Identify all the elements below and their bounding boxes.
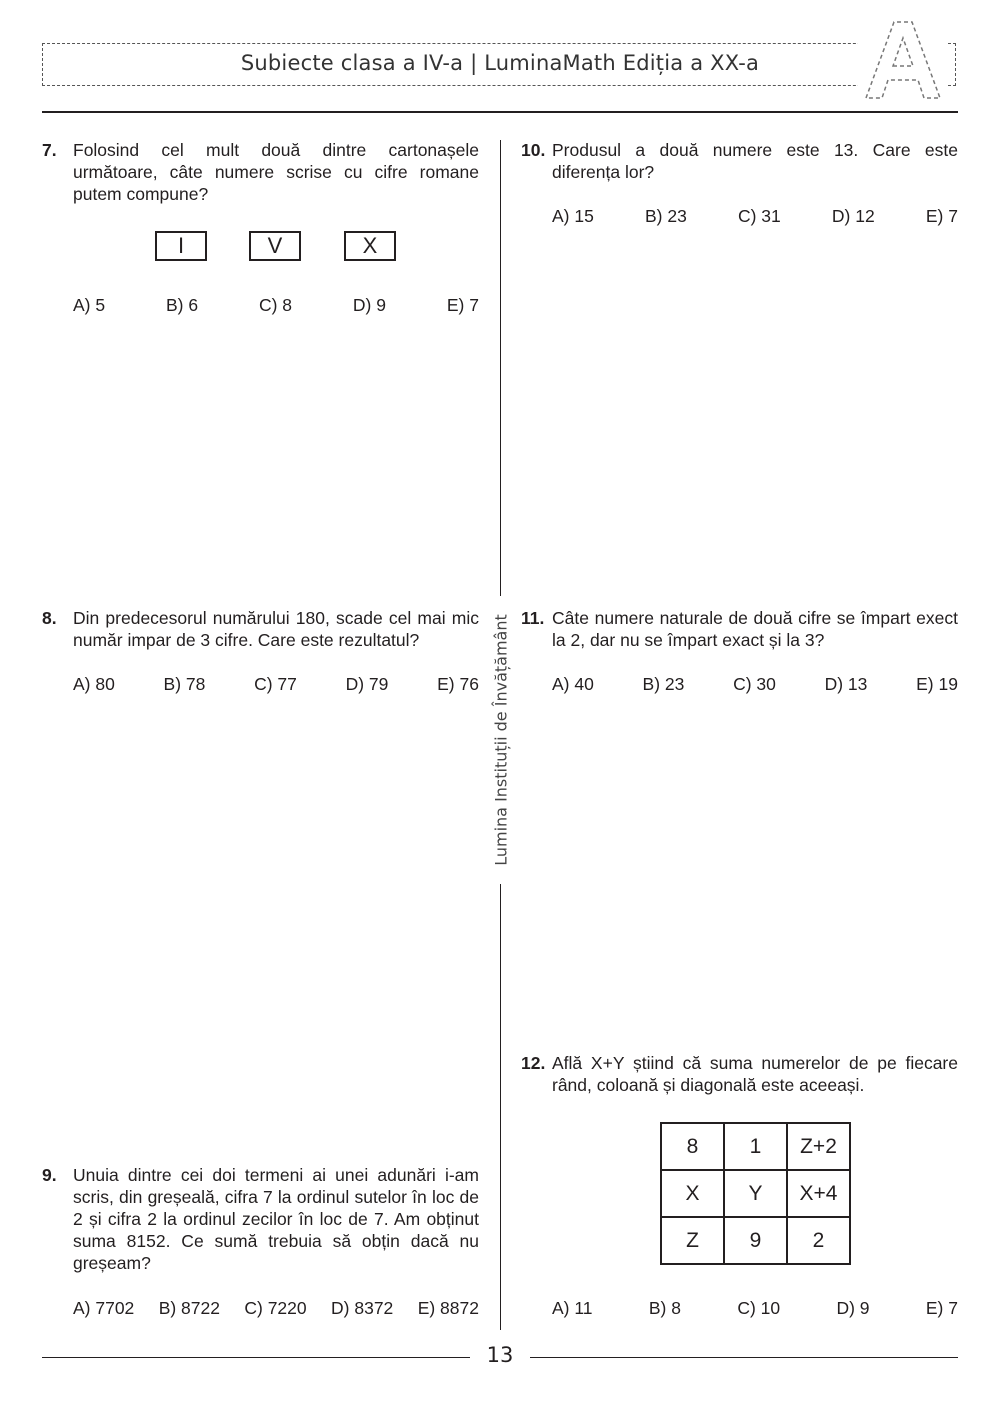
grid-row xyxy=(661,1123,850,1170)
grid-cell: Z xyxy=(661,1217,724,1264)
grid-cell: 2 xyxy=(787,1217,850,1264)
logo-a-icon xyxy=(858,14,948,104)
card-roman: I xyxy=(155,231,207,261)
answer-options xyxy=(73,295,479,316)
answer-option[interactable]: B) 8722 xyxy=(158,1298,220,1318)
answer-option[interactable]: D) 9 xyxy=(352,295,386,315)
answer-option[interactable]: E) 7 xyxy=(446,295,479,315)
problem-number: 8. xyxy=(42,608,57,628)
answer-option[interactable]: D) 12 xyxy=(831,206,875,226)
answer-option[interactable]: B) 6 xyxy=(165,295,199,315)
answer-option[interactable]: C) 8 xyxy=(258,295,293,315)
answer-option[interactable]: B) 23 xyxy=(642,674,685,694)
problem-number: 7. xyxy=(42,140,57,160)
grid-cell: X+4 xyxy=(787,1170,850,1217)
problem-text: Află X+Y știind că suma numerelor de pe fiecare rând, coloană și diagonală este aceeași. xyxy=(552,1053,958,1095)
grid-cell: X xyxy=(661,1170,724,1217)
problem-number: 10. xyxy=(521,140,546,160)
answer-option[interactable]: B) 23 xyxy=(644,206,687,226)
footer-rule-left xyxy=(42,1357,470,1358)
answer-option[interactable]: E) 7 xyxy=(925,206,958,226)
answer-option[interactable]: E) 76 xyxy=(437,674,479,694)
grid-cell: 9 xyxy=(724,1217,787,1264)
answer-option[interactable]: A) 11 xyxy=(552,1298,593,1318)
answer-option[interactable]: A) 40 xyxy=(552,674,594,694)
problem-text: Din predecesorul numărului 180, scade cel mai mic număr impar de 3 cifre. Care este rezultatul? xyxy=(73,608,479,650)
answer-option[interactable]: D) 79 xyxy=(345,674,389,694)
answer-option[interactable]: D) 13 xyxy=(824,674,868,694)
answer-option[interactable]: B) 8 xyxy=(648,1298,681,1318)
grid-cell: 1 xyxy=(724,1123,787,1170)
answer-option[interactable]: A) 5 xyxy=(73,295,106,315)
header-rule xyxy=(42,111,958,113)
answer-option[interactable]: E) 8872 xyxy=(417,1298,479,1318)
side-vertical-text: Lumina Instituții de Învățământ xyxy=(491,614,511,866)
answer-option[interactable]: A) 7702 xyxy=(73,1298,135,1318)
answer-option[interactable]: D) 8372 xyxy=(331,1298,394,1318)
card-roman: X xyxy=(344,231,396,261)
answer-option[interactable]: B) 78 xyxy=(163,674,206,694)
answer-options xyxy=(73,1298,479,1319)
problem-number: 11. xyxy=(521,608,545,628)
answer-option[interactable]: D) 9 xyxy=(836,1298,870,1318)
answer-option[interactable]: C) 31 xyxy=(737,206,781,226)
grid-row xyxy=(661,1217,850,1264)
answer-option[interactable]: A) 15 xyxy=(552,206,594,226)
answer-options xyxy=(552,206,958,227)
problem-number: 12. xyxy=(521,1053,546,1073)
problem-text: Unuia dintre cei doi termeni ai unei adunări i-am scris, din greșeală, cifra 7 la ordinul sutelor în loc de 2 și cifra 2 la ordinul zecilor în loc de 7. Am obținut suma 8152. Ce sumă trebuia să obțin dacă nu greșeam? xyxy=(73,1165,479,1273)
answer-option[interactable]: E) 7 xyxy=(925,1298,958,1318)
answer-options xyxy=(552,674,958,695)
answer-option[interactable]: C) 77 xyxy=(254,674,297,694)
problem-text: Produsul a două numere este 13. Care este diferența lor? xyxy=(552,140,958,182)
answer-option[interactable]: A) 80 xyxy=(73,674,115,694)
problem-text: Folosind cel mult două dintre cartonașele următoare, câte numere scrise cu cifre romane putem compune? xyxy=(73,140,479,204)
page-header-title: Subiecte clasa a IV-a | LuminaMath Ediția a XX-a xyxy=(240,51,760,75)
grid-row xyxy=(661,1170,850,1217)
answer-options xyxy=(73,674,479,695)
footer-rule-right xyxy=(530,1357,958,1358)
card-roman: V xyxy=(249,231,301,261)
column-divider-bottom xyxy=(500,884,501,1330)
problem-number: 9. xyxy=(42,1165,57,1185)
answer-option[interactable]: E) 19 xyxy=(916,674,958,694)
problem-text: Câte numere naturale de două cifre se împart exect la 2, dar nu se împart exact și la 3? xyxy=(552,608,958,650)
grid-cell: Y xyxy=(724,1170,787,1217)
column-divider-top xyxy=(500,140,501,596)
magic-square-grid xyxy=(660,1122,851,1265)
answer-options xyxy=(552,1298,958,1319)
page-number: 13 xyxy=(486,1343,514,1367)
answer-option[interactable]: C) 7220 xyxy=(244,1298,307,1318)
grid-cell: 8 xyxy=(661,1123,724,1170)
grid-cell: Z+2 xyxy=(787,1123,850,1170)
answer-option[interactable]: C) 30 xyxy=(733,674,776,694)
answer-option[interactable]: C) 10 xyxy=(737,1298,781,1318)
